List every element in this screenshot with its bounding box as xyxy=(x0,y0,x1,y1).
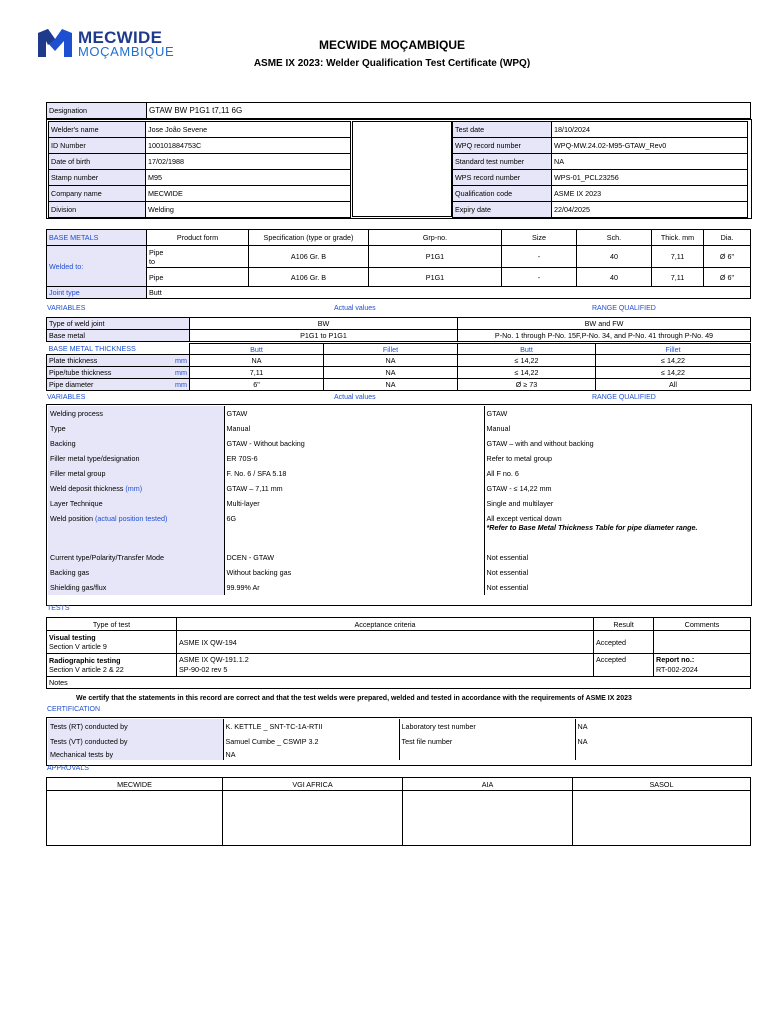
to-text: to xyxy=(149,256,155,266)
company-value: MECWIDE xyxy=(146,186,351,202)
backing-range: GTAW – with and without backing xyxy=(484,436,748,451)
thick-col-fillet-range: Fillet xyxy=(596,344,751,355)
deposit-thickness-unit: (mm) xyxy=(125,484,143,493)
base-metal-label: Base metal xyxy=(47,330,190,342)
deposit-thickness-label xyxy=(48,481,224,496)
rt-criteria-1: ASME IX QW-191.1.2 xyxy=(179,655,249,664)
thick-col-fillet-actual: Fillet xyxy=(324,344,458,355)
base-metal-range: P-No. 1 through P-No. 15F,P-No. 34, and P-No. 41 through P-No. 49 xyxy=(458,330,751,342)
lab-number-label: Laboratory test number xyxy=(399,719,575,734)
test-date-value: 18/10/2024 xyxy=(552,122,748,138)
type-actual: Manual xyxy=(224,421,484,436)
metal1-spec: A106 Gr. B xyxy=(249,246,369,268)
variables2-section: VARIABLES xyxy=(47,394,86,401)
metal1-dia: Ø 6" xyxy=(704,246,751,268)
wpq-value: WPQ-MW.24.02-M95-GTAW_Rev0 xyxy=(552,138,748,154)
certification-section: CERTIFICATION xyxy=(47,706,101,713)
weld-position-label xyxy=(48,511,224,550)
weld-joint-label: Type of weld joint xyxy=(47,318,190,330)
col-product-form: Product form xyxy=(147,230,249,246)
welded-to-label: Welded to: xyxy=(47,246,147,287)
thickness-section: BASE METAL THICKNESS xyxy=(47,344,190,355)
base-metal-actual: P1G1 to P1G1 xyxy=(190,330,458,342)
weld-position-actual: 6G xyxy=(224,511,484,550)
weld-position-range-text: All except vertical down xyxy=(486,514,562,523)
pipe-fillet-actual: NA xyxy=(324,367,458,379)
rt-result: Accepted xyxy=(594,654,654,677)
base-metals-section: BASE METALS xyxy=(47,230,147,246)
rt-test-type xyxy=(47,654,177,677)
col-comments: Comments xyxy=(654,618,751,631)
company-label: Company name xyxy=(49,186,146,202)
metal2-form: Pipe xyxy=(147,268,249,287)
metal1-form-text: Pipe xyxy=(149,247,164,257)
plate-butt-range: ≤ 14,22 xyxy=(458,355,596,367)
shielding-gas-label: Shielding gas/flux xyxy=(48,580,224,595)
rt-test-name: Radiographic testing xyxy=(49,656,121,665)
signature-aia[interactable] xyxy=(403,791,573,846)
col-acceptance: Acceptance criteria xyxy=(177,618,594,631)
pipe-butt-range: ≤ 14,22 xyxy=(458,367,596,379)
rt-criteria-2: SP-90-02 rev 5 xyxy=(179,665,228,674)
plate-unit: mm xyxy=(144,355,190,367)
col-sch: Sch. xyxy=(577,230,652,246)
col-type-of-test: Type of test xyxy=(47,618,177,631)
mech-by-label: Mechanical tests by xyxy=(48,749,223,760)
col-dia: Dia. xyxy=(704,230,751,246)
signature-mecwide[interactable] xyxy=(47,791,223,846)
qual-code-label: Qualification code xyxy=(453,186,552,202)
metal1-size: - xyxy=(502,246,577,268)
visual-test-sub: Section V article 9 xyxy=(49,642,107,651)
current-type-actual: DCEN - GTAW xyxy=(224,550,484,565)
approval-aia: AIA xyxy=(403,778,573,791)
pipe-diameter-label: Pipe diameter xyxy=(47,379,144,391)
metal1-sch: 40 xyxy=(577,246,652,268)
process-label: Welding process xyxy=(48,406,224,421)
deposit-thickness-actual: GTAW – 7,11 mm xyxy=(224,481,484,496)
metal2-thick: 7,11 xyxy=(652,268,704,287)
current-type-range: Not essential xyxy=(484,550,748,565)
metal2-spec: A106 Gr. B xyxy=(249,268,369,287)
col-grp-no: Grp-no. xyxy=(369,230,502,246)
test-file-value: NA xyxy=(577,737,588,746)
dia-fillet-range: All xyxy=(596,379,751,391)
filler-group-actual: F. No. 6 / SFA 5.18 xyxy=(224,466,484,481)
shielding-gas-actual: 99.99% Ar xyxy=(224,580,484,595)
weld-joint-actual: BW xyxy=(190,318,458,330)
designation-value: GTAW BW P1G1 t7,11 6G xyxy=(147,103,751,119)
variables2-table xyxy=(48,406,748,595)
type-label: Type xyxy=(48,421,224,436)
visual-result: Accepted xyxy=(594,631,654,654)
metal1-grp: P1G1 xyxy=(369,246,502,268)
backing-gas-actual: Without backing gas xyxy=(224,565,484,580)
tests-table xyxy=(46,617,751,689)
weld-position-text: Weld position xyxy=(50,514,94,523)
visual-test-name: Visual testing xyxy=(49,633,96,642)
joint-type-value: Butt xyxy=(147,287,751,299)
layer-technique-label: Layer Technique xyxy=(48,496,224,511)
variables-section: VARIABLES xyxy=(47,305,86,312)
page-title: MECWIDE MOÇAMBIQUE xyxy=(319,38,465,52)
designation-table xyxy=(46,102,751,119)
col-size: Size xyxy=(502,230,577,246)
vt-by-value: Samuel Cumbe _ CSWIP 3.2 xyxy=(223,734,399,749)
backing-label: Backing xyxy=(48,436,224,451)
welder-info-right xyxy=(452,121,748,218)
rt-by-value: K. KETTLE _ SNT-TC-1A-RTII xyxy=(223,719,399,734)
test-file-label: Test file number xyxy=(399,734,575,749)
filler-type-actual: ER 70S-6 xyxy=(224,451,484,466)
report-no-label: Report no.: xyxy=(656,655,695,664)
id-number-label: ID Number xyxy=(49,138,146,154)
plate-fillet-range: ≤ 14,22 xyxy=(596,355,751,367)
plate-fillet-actual: NA xyxy=(324,355,458,367)
approval-vgi-africa: VGI AFRICA xyxy=(223,778,403,791)
welder-name-label: Welder's name xyxy=(49,122,146,138)
thick-col-butt-range: Butt xyxy=(458,344,596,355)
plate-thickness-label: Plate thickness xyxy=(47,355,144,367)
pipe-thickness-unit: mm xyxy=(144,367,190,379)
weld-joint-range: BW and FW xyxy=(458,318,751,330)
wps-label: WPS record number xyxy=(453,170,552,186)
layer-technique-actual: Multi-layer xyxy=(224,496,484,511)
approvals-section: APPROVALS xyxy=(47,765,89,772)
dob-label: Date of birth xyxy=(49,154,146,170)
metal1-thick: 7,11 xyxy=(652,246,704,268)
shielding-gas-range: Not essential xyxy=(484,580,748,595)
visual-test-type xyxy=(47,631,177,654)
expiry-label: Expiry date xyxy=(453,202,552,218)
designation-label: Designation xyxy=(47,103,147,119)
type-range: Manual xyxy=(484,421,748,436)
expiry-value: 22/04/2025 xyxy=(552,202,748,218)
dob-value: 17/02/1988 xyxy=(146,154,351,170)
weld-joint-table xyxy=(46,317,751,342)
filler-type-label: Filler metal type/designation xyxy=(48,451,224,466)
logo-text: MECWIDE xyxy=(78,28,163,47)
backing-gas-label: Backing gas xyxy=(48,565,224,580)
qual-code-value: ASME IX 2023 xyxy=(552,186,748,202)
thick-col-butt-actual: Butt xyxy=(190,344,324,355)
range-qualified-heading: RANGE QUALIFIED xyxy=(592,305,656,312)
backing-actual: GTAW - Without backing xyxy=(224,436,484,451)
standard-label: Standard test number xyxy=(453,154,552,170)
rt-by-label: Tests (RT) conducted by xyxy=(48,719,223,734)
actual-values-heading: Actual values xyxy=(334,305,376,312)
approval-mecwide: MECWIDE xyxy=(47,778,223,791)
rt-test-sub: Section V article 2 & 22 xyxy=(49,665,124,674)
pipe-butt-actual: 7,11 xyxy=(190,367,324,379)
current-type-label: Current type/Polarity/Transfer Mode xyxy=(48,550,224,565)
notes-row: Notes xyxy=(47,677,751,689)
id-number-value: 100101884753C xyxy=(146,138,351,154)
range-qualified2-heading: RANGE QUALIFIED xyxy=(592,394,656,401)
deposit-thickness-range: GTAW - ≤ 14,22 mm xyxy=(484,481,748,496)
weld-position-note: *Refer to Base Metal Thickness Table for pipe diameter range. xyxy=(486,523,698,532)
lab-number-value: NA xyxy=(577,722,588,731)
welder-info-left xyxy=(48,121,351,218)
standard-value: NA xyxy=(552,154,748,170)
thickness-table xyxy=(46,343,751,391)
col-specification: Specification (type or grade) xyxy=(249,230,369,246)
actual-values2-heading: Actual values xyxy=(334,394,376,401)
rt-comments xyxy=(654,654,751,677)
dia-fillet-actual: NA xyxy=(324,379,458,391)
report-no-value: RT-002-2024 xyxy=(656,665,698,674)
deposit-thickness-text: Weld deposit thickness xyxy=(50,484,124,493)
photo-box xyxy=(352,121,452,217)
pipe-thickness-label: Pipe/tube thickness xyxy=(47,367,144,379)
cert-empty-label xyxy=(399,749,575,760)
process-range: GTAW xyxy=(484,406,748,421)
certification-statement: We certify that the statements in this record are correct and that the test welds were prepared, welded and tested in accordance with the requirements of ASME IX 2023 xyxy=(76,695,632,702)
metal2-sch: 40 xyxy=(577,268,652,287)
visual-criteria: ASME IX QW-194 xyxy=(177,631,594,654)
metal2-grp: P1G1 xyxy=(369,268,502,287)
division-label: Division xyxy=(49,202,146,218)
wpq-label: WPQ record number xyxy=(453,138,552,154)
welder-name-value: Jose João Sevene xyxy=(146,122,351,138)
plate-butt-actual: NA xyxy=(190,355,324,367)
signature-sasol[interactable] xyxy=(573,791,751,846)
process-actual: GTAW xyxy=(224,406,484,421)
col-result: Result xyxy=(594,618,654,631)
cert-empty-value xyxy=(575,749,748,760)
mech-by-value: NA xyxy=(223,749,399,760)
backing-gas-range: Not essential xyxy=(484,565,748,580)
visual-comments xyxy=(654,631,751,654)
signature-vgi-africa[interactable] xyxy=(223,791,403,846)
certification-table xyxy=(48,719,748,760)
page-subtitle: ASME IX 2023: Welder Qualification Test Certificate (WPQ) xyxy=(253,58,531,69)
weld-position-unit: (actual position tested) xyxy=(95,514,168,523)
layer-technique-range: Single and multilayer xyxy=(484,496,748,511)
metal1-form xyxy=(147,246,249,268)
test-date-label: Test date xyxy=(453,122,552,138)
approval-sasol: SASOL xyxy=(573,778,751,791)
filler-type-range: Refer to metal group xyxy=(484,451,748,466)
division-value: Welding xyxy=(146,202,351,218)
rt-criteria xyxy=(177,654,594,677)
pipe-fillet-range: ≤ 14,22 xyxy=(596,367,751,379)
weld-position-range xyxy=(484,511,748,550)
tests-section: TESTS xyxy=(47,605,70,612)
dia-butt-range: Ø ≥ 73 xyxy=(458,379,596,391)
vt-by-label: Tests (VT) conducted by xyxy=(48,734,223,749)
metal2-size: - xyxy=(502,268,577,287)
base-metals-table xyxy=(46,229,751,299)
stamp-value: M95 xyxy=(146,170,351,186)
col-thick: Thick. mm xyxy=(652,230,704,246)
wps-value: WPS-01_PCL23256 xyxy=(552,170,748,186)
logo-subtext: MOÇAMBIQUE xyxy=(78,44,175,59)
joint-type-label: Joint type xyxy=(47,287,147,299)
metal2-dia: Ø 6" xyxy=(704,268,751,287)
dia-butt-actual: 6" xyxy=(190,379,324,391)
stamp-label: Stamp number xyxy=(49,170,146,186)
approvals-table xyxy=(46,777,751,846)
pipe-diameter-unit: mm xyxy=(144,379,190,391)
filler-group-label: Filler metal group xyxy=(48,466,224,481)
filler-group-range: All F no. 6 xyxy=(484,466,748,481)
